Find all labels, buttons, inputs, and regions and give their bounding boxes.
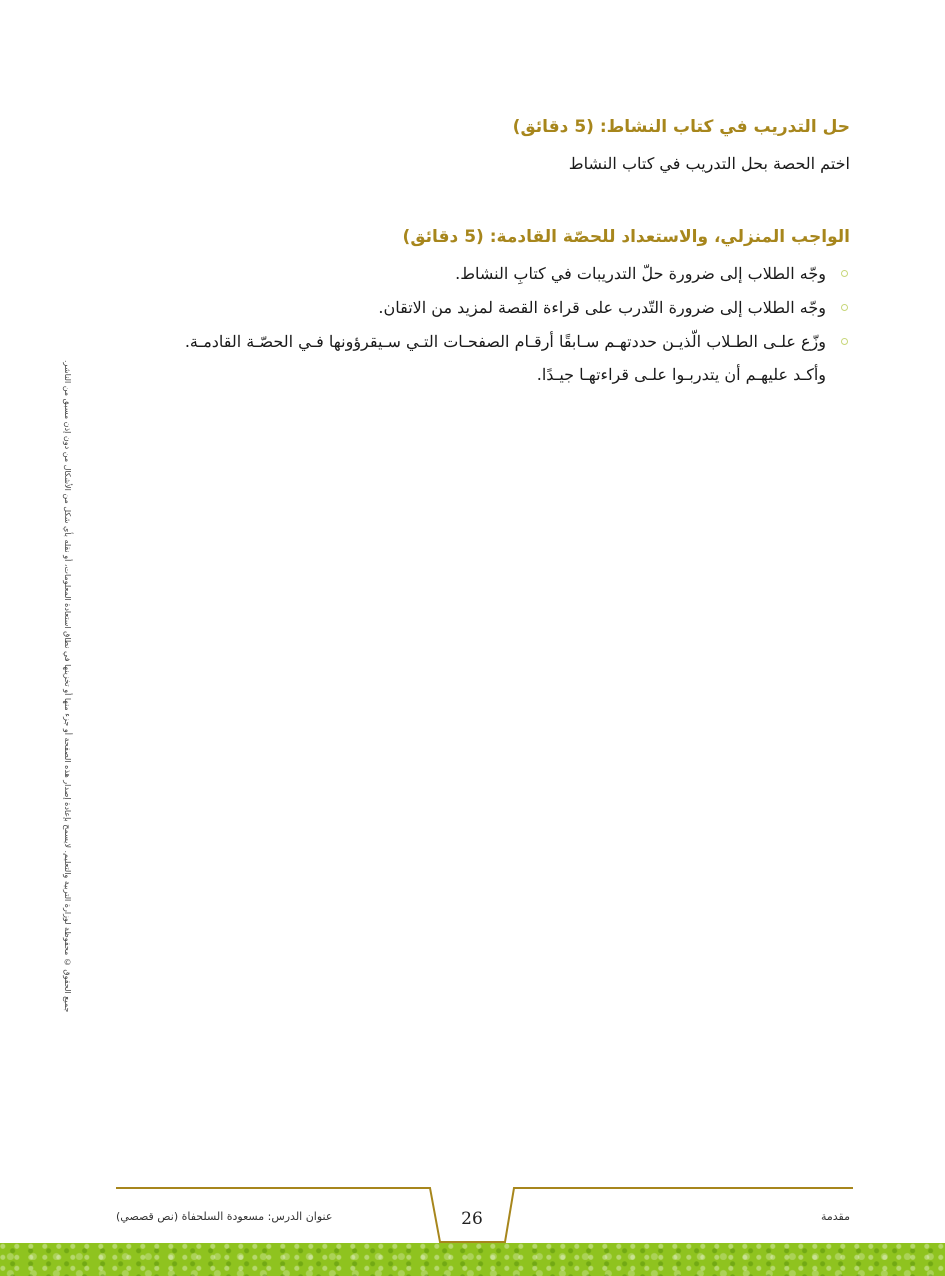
list-item <box>110 325 850 391</box>
list-item <box>110 291 850 325</box>
lesson-title: عنوان الدرس: مسعودة السلحفاة (نص قصصي) <box>116 1210 333 1223</box>
bullet-icon <box>841 304 848 311</box>
list-item-text: وجّه الطلاب إلى ضرورة التّدرب على قراءة القصة لمزيد من الاتقان. <box>378 298 826 317</box>
copyright-note: جميع الحقوق © محفوظة لوزارة التربية والتعليم. لايسمح بإعادة إصدار هذه الصفحة أو جزء منها أو تخزينها في نطاق استعادة المعلومات، أو نقله بأي شكل من الأشكال من دون إذن مسبق من الناشر. <box>63 359 72 1012</box>
activity-section <box>110 115 850 177</box>
page-number: 26 <box>461 1209 483 1229</box>
bullet-icon <box>841 270 848 277</box>
list-item-continuation: وأكـد عليهـم أن يتدربـوا علـى قراءتهـا جيـدًا. <box>536 365 826 384</box>
list-item <box>110 257 850 291</box>
homework-section <box>110 225 850 391</box>
bottom-decorative-band <box>0 1243 945 1276</box>
activity-heading: حل التدريب في كتاب النشاط: (5 دقائق) <box>512 117 850 137</box>
section-label: مقدمة <box>820 1210 850 1223</box>
activity-text: اختم الحصة بحل التدريب في كتاب النشاط <box>568 154 850 173</box>
bullet-icon <box>841 338 848 345</box>
list-item-text: وزّع علـى الطـلاب الّذيـن حددتهـم سـابقًا أرقـام الصفحـات التـي سـيقرؤونها فـي الحصّـة القادمـة. <box>184 332 826 351</box>
homework-list <box>110 257 850 391</box>
list-item-text: وجّه الطلاب إلى ضرورة حلّ التدريبات في كتابِ النشاط. <box>455 264 826 283</box>
homework-heading: الواجب المنزلي، والاستعداد للحصّة القادمة: (5 دقائق) <box>402 227 850 247</box>
